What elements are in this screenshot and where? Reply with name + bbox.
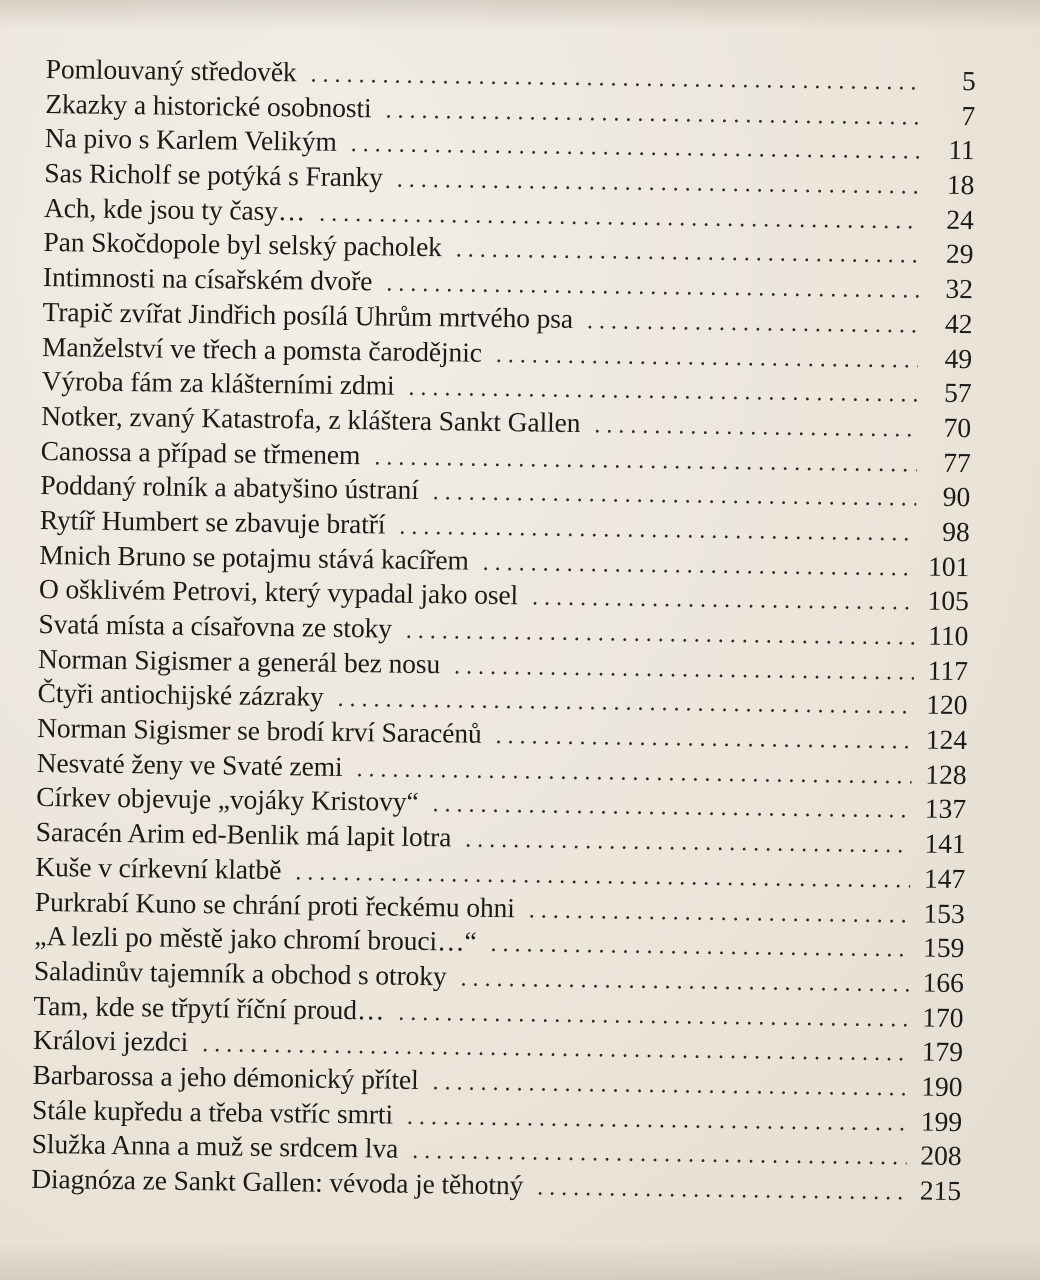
toc-entry-page-number: 90 — [942, 481, 971, 513]
toc-entry-title: Čtyři antiochijské zázraky — [37, 677, 324, 713]
toc-entry-title: Zkazky a historické osobnosti — [45, 87, 372, 123]
toc-entry-page-number: 105 — [927, 584, 970, 617]
toc-entry-page-number: 166 — [922, 966, 965, 998]
toc-entry-title: Canossa a případ se třmenem — [40, 434, 361, 470]
toc-entry-page-number: 5 — [961, 64, 976, 97]
toc-entry-page-number: 137 — [924, 793, 967, 825]
toc-dot-leader — [460, 961, 909, 1002]
toc-dot-leader — [537, 1171, 906, 1211]
toc-entry-page-number: 7 — [961, 99, 976, 131]
toc-entry-title: Purkrabí Kuno se chrání proti řeckému ohni — [34, 885, 516, 923]
toc-dot-leader — [465, 823, 911, 864]
toc-entry-title: Intimnosti na císařském dvoře — [42, 261, 373, 297]
toc-entry-title: Církev objevuje „vojáky Kristovy“ — [36, 781, 419, 818]
toc-entry-page-number: 49 — [944, 342, 973, 374]
toc-entry-page-number: 141 — [924, 827, 966, 860]
toc-entry-title: O ošklivém Petrovi, který vypadal jako osel — [38, 573, 519, 611]
toc-entry-page-number: 159 — [922, 931, 965, 964]
toc-entry-title: Manželství ve třech a pomsta čarodějnic — [41, 330, 483, 368]
toc-entry-title: Poddaný rolník a abatyšino ústraní — [40, 469, 420, 506]
toc-entry-title: Saladinův tajemník a obchod s otroky — [33, 954, 447, 992]
toc-entry-title: Barbarossa a jeho démonický přítel — [32, 1058, 419, 1095]
toc-entry-page-number: 147 — [923, 862, 966, 894]
toc-entry-title: Ach, kde jsou ty časy… — [43, 191, 306, 227]
toc-entry-title: Norman Sigismer se brodí krví Saracénů — [36, 712, 482, 749]
toc-dot-leader — [496, 337, 919, 377]
toc-entry-title: Nesvaté ženy ve Svaté zemi — [36, 746, 343, 782]
table-of-contents — [31, 52, 976, 1209]
toc-entry-page-number: 124 — [925, 723, 968, 756]
toc-entry-page-number: 11 — [948, 134, 975, 166]
toc-entry-title: „A lezli po městě jako chromí brouci…“ — [34, 920, 477, 957]
toc-entry-title: Pomlouvaný středověk — [45, 52, 297, 88]
toc-dot-leader — [532, 581, 914, 621]
toc-dot-leader — [483, 545, 915, 585]
toc-dot-leader — [594, 408, 917, 447]
toc-entry-page-number: 215 — [919, 1174, 962, 1207]
toc-entry-title: Saracén Arim ed-Benlik má lapit lotra — [35, 816, 452, 853]
page-bottom-shadow — [0, 1240, 1040, 1280]
toc-entry-title: Norman Sigismer a generál bez nosu — [37, 642, 441, 679]
toc-entry-title: Služka Anna a muž se srdcem lva — [31, 1128, 399, 1165]
toc-entry-title: Pan Skočdopole byl selský pacholek — [43, 226, 443, 263]
toc-entry-title: Trapič zvířat Jindřich posílá Uhrům mrtvého psa — [42, 295, 574, 334]
toc-dot-leader — [587, 304, 919, 343]
toc-dot-leader — [490, 927, 909, 967]
toc-entry-title: Mnich Bruno se potajmu stává kacířem — [39, 538, 470, 576]
toc-entry-page-number: 32 — [945, 272, 974, 305]
toc-entry-page-number: 18 — [946, 168, 975, 201]
toc-dot-leader — [399, 510, 916, 551]
toc-entry-page-number: 117 — [927, 654, 969, 686]
toc-entry-page-number: 120 — [926, 688, 968, 721]
toc-entry-page-number: 128 — [925, 758, 967, 790]
toc-entry-page-number: 190 — [921, 1070, 963, 1103]
toc-entry-page-number: 29 — [945, 238, 974, 270]
toc-entry-title: Rytíř Humbert se zbavuje bratří — [39, 503, 386, 540]
toc-entry-title: Stále kupředu a třeba vstříc smrti — [31, 1093, 394, 1130]
page-edge-shadow — [0, 0, 1040, 30]
toc-entry-title: Sas Richolf se potýká s Franky — [44, 157, 384, 193]
toc-entry-page-number: 101 — [927, 550, 970, 582]
toc-entry-title: Notker, zvaný Katastrofa, z kláštera Sankt Gallen — [41, 399, 581, 438]
toc-entry-page-number: 208 — [920, 1139, 962, 1172]
toc-dot-leader — [529, 893, 910, 933]
toc-entry-title: Na pivo s Karlem Velikým — [44, 122, 337, 158]
toc-entry-page-number: 98 — [942, 515, 971, 548]
toc-entry-title: Kuše v církevní klatbě — [35, 850, 282, 885]
toc-dot-leader — [495, 719, 912, 759]
toc-entry-page-number: 153 — [923, 897, 966, 929]
toc-entry-page-number: 57 — [943, 376, 972, 409]
toc-entry-title: Svatá místa a císařovna ze stoky — [38, 607, 393, 644]
toc-entry-page-number: 77 — [943, 446, 971, 478]
toc-entry-page-number: 179 — [921, 1035, 964, 1068]
toc-entry-page-number: 110 — [928, 619, 969, 652]
toc-entry-page-number: 70 — [943, 411, 972, 444]
toc-entry-title: Tam, kde se třpytí říční proud… — [33, 989, 385, 1026]
toc-entry-page-number: 170 — [921, 1001, 964, 1033]
toc-entry-title: Královi jezdci — [32, 1024, 189, 1058]
toc-entry-page-number: 42 — [944, 307, 973, 339]
toc-entry-page-number: 199 — [920, 1105, 963, 1137]
toc-entry-page-number: 24 — [946, 203, 975, 235]
toc-entry-title: Výroba fám za klášterními zdmi — [41, 365, 395, 401]
toc-entry-title: Diagnóza ze Sankt Gallen: vévoda je těhotný — [31, 1162, 524, 1201]
